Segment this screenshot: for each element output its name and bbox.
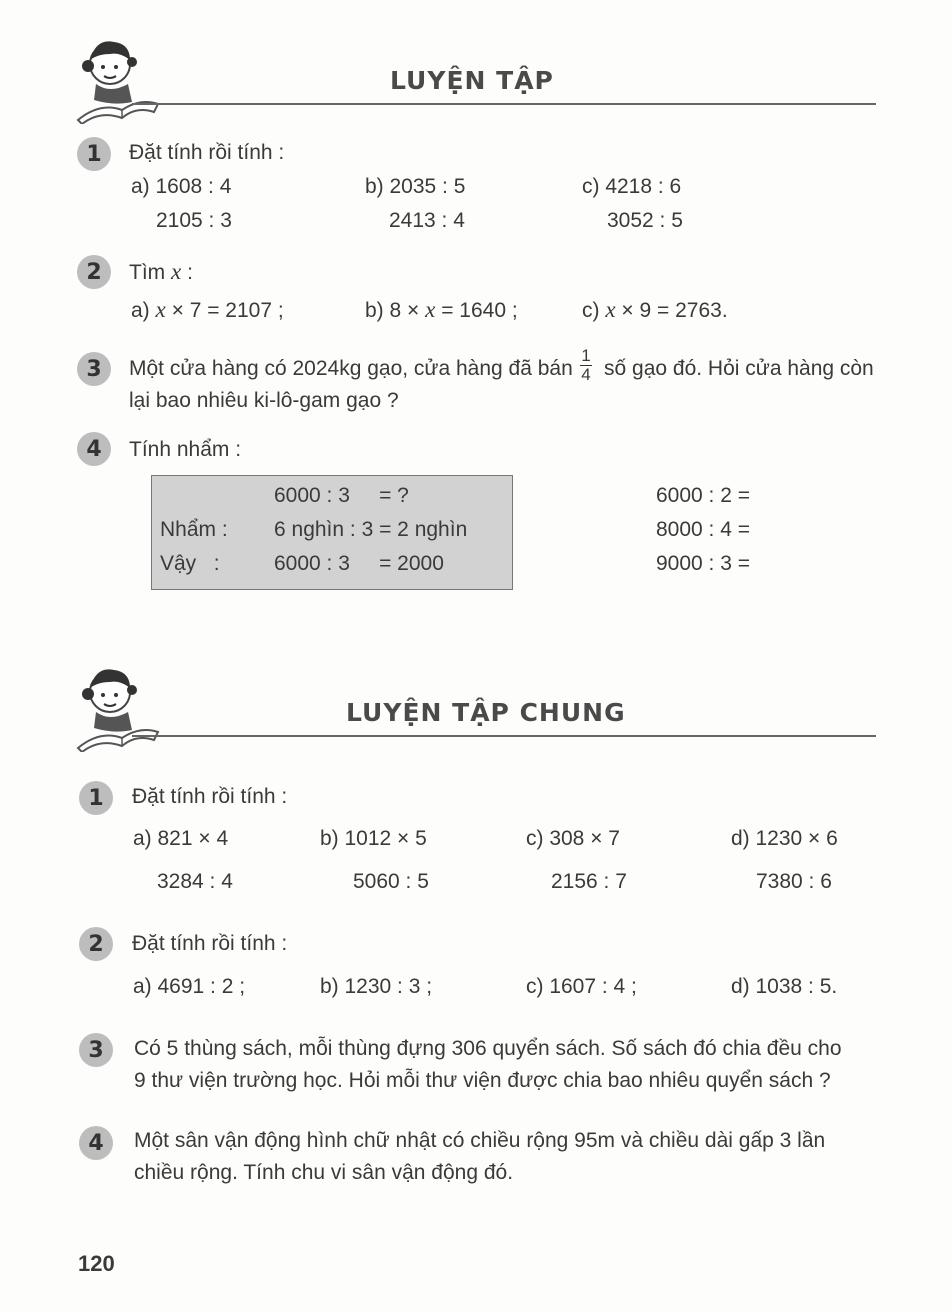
title-underline: [132, 103, 876, 105]
problem-text: c) 308 × 7: [526, 827, 620, 850]
problem-text: a) 4691 : 2 ;: [133, 975, 246, 998]
mental-math-item: 6000 : 2 =: [656, 484, 750, 507]
problem-text: b) 1230 : 3 ;: [320, 975, 433, 998]
reading-student-icon: [70, 32, 162, 124]
exercise-number-badge: 1: [79, 781, 113, 815]
problem-text: c) 1607 : 4 ;: [526, 975, 637, 998]
exercise-number-badge: 4: [77, 432, 111, 466]
prompt-word: Tìm: [129, 261, 166, 284]
title-underline: [132, 735, 876, 737]
equation-a: a) x × 7 = 2107 ;: [131, 297, 284, 322]
equation-c: c) x × 9 = 2763.: [582, 297, 728, 322]
exercise-prompt: Tính nhẩm :: [129, 438, 242, 461]
exercise-prompt: Đặt tính rồi tính :: [132, 932, 288, 955]
problem-text: b) 2035 : 5: [365, 175, 466, 198]
reading-student-icon: [70, 660, 162, 752]
word-problem-line: 9 thư viện trường học. Hỏi mỗi thư viện được chia bao nhiêu quyển sách ?: [134, 1069, 831, 1092]
problem-text: 2413 : 4: [389, 209, 465, 232]
word-problem-line: số gạo đó. Hỏi cửa hàng còn: [604, 357, 874, 380]
variable-x: x: [171, 259, 182, 284]
equation-b: b) 8 × x = 1640 ;: [365, 297, 518, 322]
exercise-number-badge: 4: [79, 1126, 113, 1160]
word-problem-line: Một sân vận động hình chữ nhật có chiều rộng 95m và chiều dài gấp 3 lần: [134, 1129, 826, 1152]
exercise-prompt: Đặt tính rồi tính :: [132, 785, 288, 808]
problem-text: 2105 : 3: [156, 209, 232, 232]
section-title: LUYỆN TẬP: [390, 66, 554, 95]
page-number: 120: [78, 1251, 115, 1276]
exercise-number-badge: 3: [79, 1033, 113, 1067]
problem-text: c) 4218 : 6: [582, 175, 682, 198]
prompt-colon: :: [187, 261, 193, 284]
fraction: 1 4: [581, 346, 591, 384]
mental-math-item: 9000 : 3 =: [656, 552, 750, 575]
exercise-number-badge: 3: [77, 352, 111, 386]
example-label: Nhẩm :: [160, 518, 228, 541]
word-problem-line: lại bao nhiêu ki-lô-gam gạo ?: [129, 389, 399, 412]
example-line: 6000 : 3 = 2000: [274, 552, 444, 575]
problem-text: 7380 : 6: [756, 870, 832, 893]
mental-math-item: 8000 : 4 =: [656, 518, 750, 541]
problem-text: 5060 : 5: [353, 870, 429, 893]
example-label: Vậy :: [160, 552, 220, 575]
exercise-number-badge: 1: [77, 137, 111, 171]
problem-text: 3284 : 4: [157, 870, 233, 893]
word-problem-line: chiều rộng. Tính chu vi sân vận động đó.: [134, 1161, 514, 1184]
section-title: LUYỆN TẬP CHUNG: [346, 698, 626, 727]
word-problem-line: Có 5 thùng sách, mỗi thùng đựng 306 quyển sách. Số sách đó chia đều cho: [134, 1037, 842, 1060]
problem-text: 2156 : 7: [551, 870, 627, 893]
problem-text: 3052 : 5: [607, 209, 683, 232]
exercise-prompt: [129, 259, 193, 285]
example-line: 6000 : 3 = ?: [274, 484, 409, 507]
exercise-number-badge: 2: [79, 927, 113, 961]
problem-text: b) 1012 × 5: [320, 827, 427, 850]
word-problem-line: Một cửa hàng có 2024kg gạo, cửa hàng đã bán: [129, 357, 573, 380]
exercise-number-badge: 2: [77, 255, 111, 289]
exercise-prompt: Đặt tính rồi tính :: [129, 141, 285, 164]
problem-text: d) 1038 : 5.: [731, 975, 838, 998]
example-line: 6 nghìn : 3 = 2 nghìn: [274, 518, 468, 541]
problem-text: a) 1608 : 4: [131, 175, 232, 198]
problem-text: d) 1230 × 6: [731, 827, 838, 850]
problem-text: a) 821 × 4: [133, 827, 229, 850]
